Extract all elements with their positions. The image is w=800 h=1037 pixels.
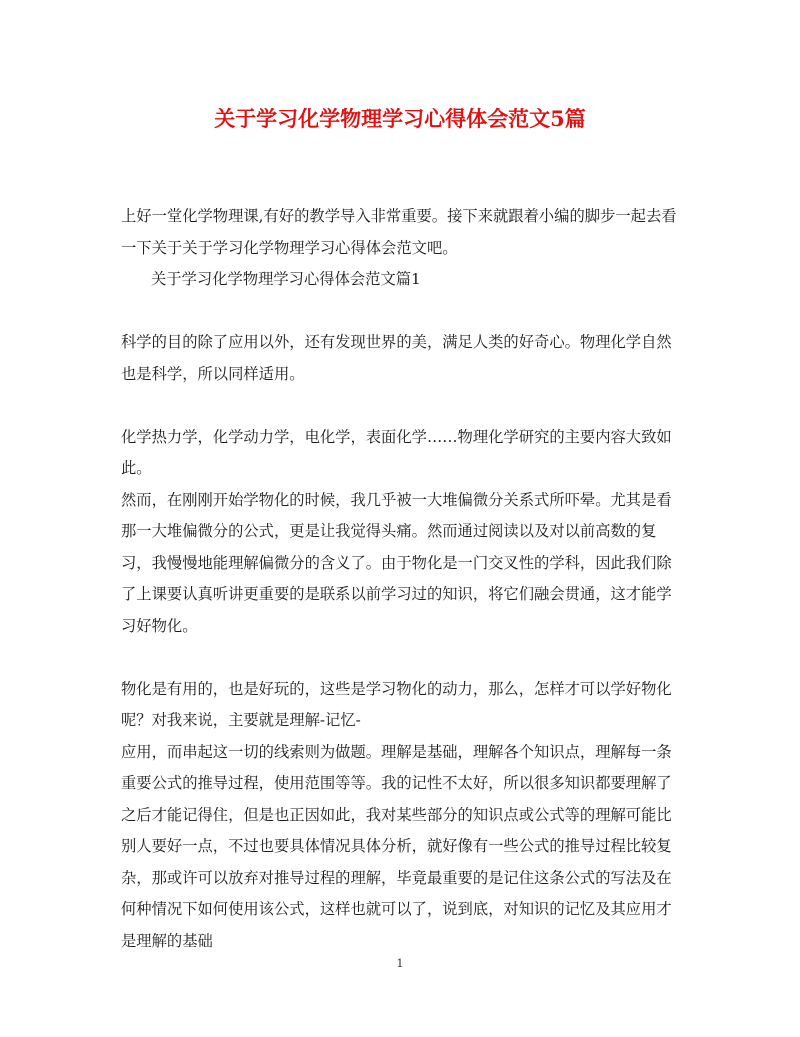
document-body [121, 201, 683, 957]
intro-paragraph: 上好一堂化学物理课,有好的教学导入非常重要。接下来就跟着小编的脚步一起去看一下关于关于学习化学物理学习心得体会范文吧。 [121, 207, 677, 257]
paragraph-spacer [121, 642, 683, 674]
body-paragraph: 物化是有用的，也是好玩的，这些是学习物化的动力，那么，怎样才可以学好物化呢？对我来说，主要就是理解-记忆- [121, 679, 672, 729]
body-paragraph: 科学的目的除了应用以外，还有发现世界的美，满足人类的好奇心。物理化学自然也是科学，所以同样适用。 [121, 333, 672, 383]
paragraph-spacer [121, 296, 683, 328]
section-heading: 关于学习化学物理学习心得体会范文篇1 [151, 270, 421, 288]
body-paragraph: 然而，在刚刚开始学物化的时候，我几乎被一大堆偏微分关系式所吓晕。尤其是看那一大堆偏微分的公式，更是让我觉得头痛。然而通过阅读以及对以前高数的复习，我慢慢地能理解偏微分的含义了。由于物化是一门交叉性的学科，因此我们除了上课要认真听讲更重要的是联系以前学习过的知识，将它们融会贯通，这才能学习好物化。 [121, 490, 672, 635]
body-paragraph: 应用，而串起这一切的线索则为做题。理解是基础，理解各个知识点，理解每一条重要公式的推导过程，使用范围等等。我的记性不太好，所以很多知识都要理解了之后才能记得住，但是也正因如此，我对某些部分的知识点或公式等的理解可能比别人要好一点，不过也要具体情况具体分析，就好像有一些公式的推导过程比较复杂，那或许可以放弃对推导过程的理解，毕竟最重要的是记住这条公式的写法及在何种情况下如何使用该公式，这样也就可以了，说到底，对知识的记忆及其应用才是理解的基础 [121, 742, 672, 950]
page-number: 1 [396, 957, 404, 970]
body-paragraph: 化学热力学，化学动力学，电化学，表面化学……物理化学研究的主要内容大致如此。 [121, 427, 672, 477]
document-title: 关于学习化学物理学习心得体会范文5篇 [214, 106, 586, 131]
paragraph-spacer [121, 390, 683, 422]
